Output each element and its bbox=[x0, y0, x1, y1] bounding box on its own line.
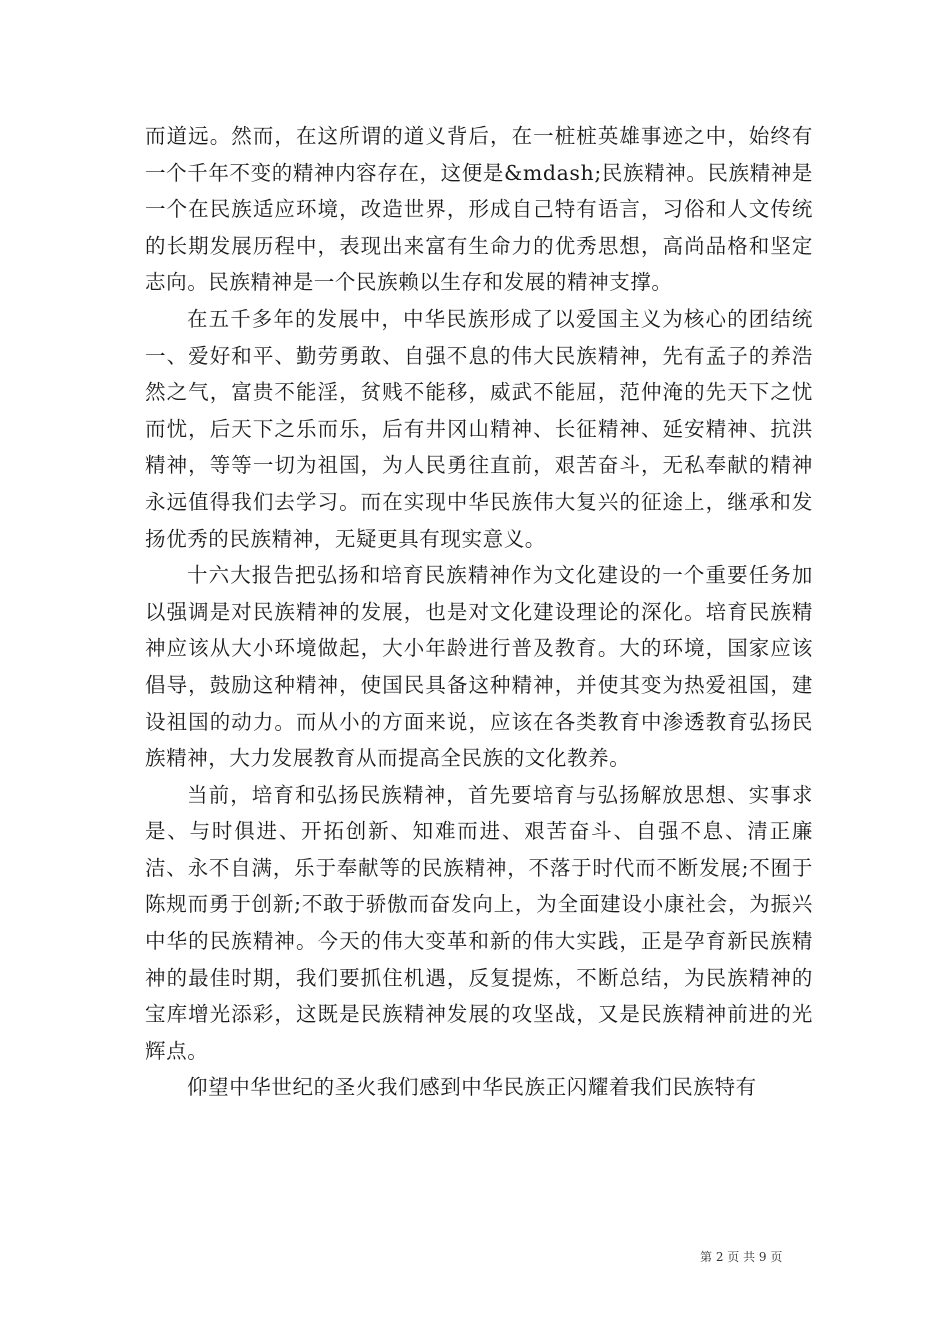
body-text bbox=[145, 118, 813, 1106]
page-number: 第 2 页 共 9 页 bbox=[700, 1250, 783, 1264]
paragraph-4: 当前，培育和弘扬民族精神，首先要培育与弘扬解放思想、实事求是、与时俱进、开拓创新、知难而进、艰苦奋斗、自强不息、清正廉洁、永不自满，乐于奉献等的民族精神，不落于时代而不断发展;不囿于陈规而勇于创新;不敢于骄傲而奋发向上，为全面建设小康社会，为振兴中华的民族精神。今天的伟大变革和新的伟大实践，正是孕育新民族精神的最佳时期，我们要抓住机遇，反复提炼，不断总结，为民族精神的宝库增光添彩，这既是民族精神发展的攻坚战，又是民族精神前进的光辉点。 bbox=[145, 782, 813, 1063]
paragraph-5: 仰望中华世纪的圣火我们感到中华民族正闪耀着我们民族特有 bbox=[187, 1075, 757, 1100]
paragraph-1: 而道远。然而，在这所谓的道义背后，在一桩桩英雄事迹之中，始终有一个千年不变的精神内容存在，这便是&mdash;民族精神。民族精神是一个在民族适应环境，改造世界，形成自己特有语言，习俗和人文传统的长期发展历程中，表现出来富有生命力的优秀思想，高尚品格和坚定志向。民族精神是一个民族赖以生存和发展的精神支撑。 bbox=[145, 124, 813, 295]
paragraph-3: 十六大报告把弘扬和培育民族精神作为文化建设的一个重要任务加以强调是对民族精神的发展，也是对文化建设理论的深化。培育民族精神应该从大小环境做起，大小年龄进行普及教育。大的环境，国家应该倡导，鼓励这种精神，使国民具备这种精神，并使其变为热爱祖国，建设祖国的动力。而从小的方面来说，应该在各类教育中渗透教育弘扬民族精神，大力发展教育从而提高全民族的文化教养。 bbox=[145, 563, 813, 771]
paragraph-2: 在五千多年的发展中，中华民族形成了以爱国主义为核心的团结统一、爱好和平、勤劳勇敢、自强不息的伟大民族精神，先有孟子的养浩然之气，富贵不能淫，贫贱不能移，威武不能屈，范仲淹的先天下之忧而忧，后天下之乐而乐，后有井冈山精神、长征精神、延安精神、抗洪精神，等等一切为祖国，为人民勇往直前，艰苦奋斗，无私奉献的精神永远值得我们去学习。而在实现中华民族伟大复兴的征途上，继承和发扬优秀的民族精神，无疑更具有现实意义。 bbox=[145, 306, 813, 551]
